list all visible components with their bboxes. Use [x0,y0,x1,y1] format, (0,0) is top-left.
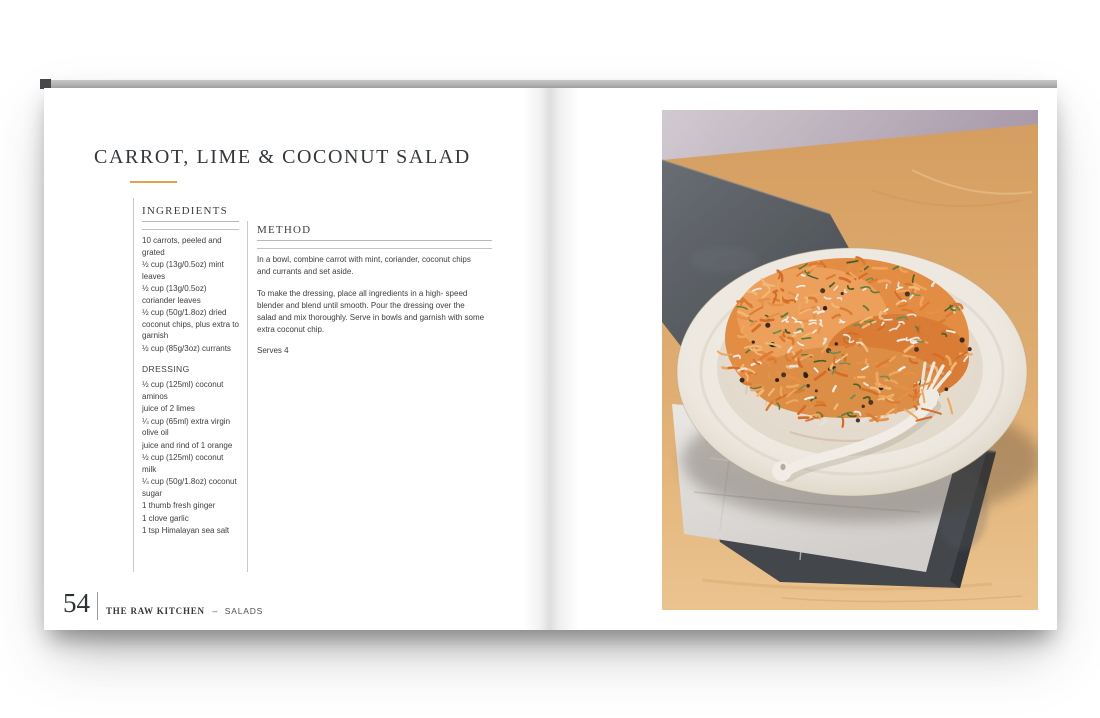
list-item: ¼ cup (65ml) extra virgin olive oil [142,416,231,437]
list-item: ½ cup (125ml) coconut milk [142,453,224,474]
list-item: ½ cup (85g/3oz) currants [142,343,231,353]
rule [257,248,492,249]
method-paragraphs [257,254,492,336]
list-item: ¼ cup (50g/1.8oz) coconut sugar [142,477,237,498]
page-edges-strip [44,80,1057,88]
ingredients-column [133,198,239,572]
list-item: ½ cup (13g/0.5oz) mint leaves [142,260,224,281]
method-heading: METHOD [257,224,492,241]
footer-separator: – [212,606,218,616]
footer-book-title: THE RAW KITCHEN [106,606,205,616]
list-item: 10 carrots, peeled and grated [142,236,222,257]
list-item: juice and rind of 1 orange [142,440,233,450]
title-accent-rule [130,181,177,183]
ingredients-heading: INGREDIENTS [142,205,239,222]
book-pages [44,88,1057,630]
footer-divider [97,592,98,620]
list-item: 1 thumb fresh ginger [142,501,216,510]
ingredients-list [142,235,239,354]
running-footer [106,601,263,619]
recipe-photo [662,110,1038,610]
footer-section: SALADS [224,606,264,616]
method-column [247,221,492,572]
photo-vignette [662,110,1038,610]
list-item: To make the dressing, place all ingredients in a high- speed blender and blend until smooth. Pour the dressing over the salad and mix thoroughly. Serve in bowls and garnish with some extra coconut chip. [257,289,485,334]
recipe-title: CARROT, LIME & COCONUT SALAD [94,146,471,168]
dressing-heading: DRESSING [142,364,190,374]
list-item: juice of 2 limes [142,404,195,413]
page-gutter-shadow [523,88,579,630]
list-item: 1 tsp Himalayan sea salt [142,526,230,535]
page-number: 54 [63,588,90,618]
rule [142,229,239,230]
list-item: ½ cup (50g/1.8oz) dried coconut chips, plus extra to garnish [142,308,239,340]
list-item: 1 clove garlic [142,513,189,523]
list-item: In a bowl, combine carrot with mint, coriander, coconut chips and currants and set aside. [257,255,471,276]
serves-note: Serves 4 [257,346,289,355]
list-item: ½ cup (13g/0.5oz) coriander leaves [142,284,207,305]
recipe-photo-illustration [662,110,1038,610]
dressing-list [142,379,239,537]
list-item: ½ cup (125ml) coconut aminos [142,380,224,401]
open-cookbook-spread [44,80,1057,630]
